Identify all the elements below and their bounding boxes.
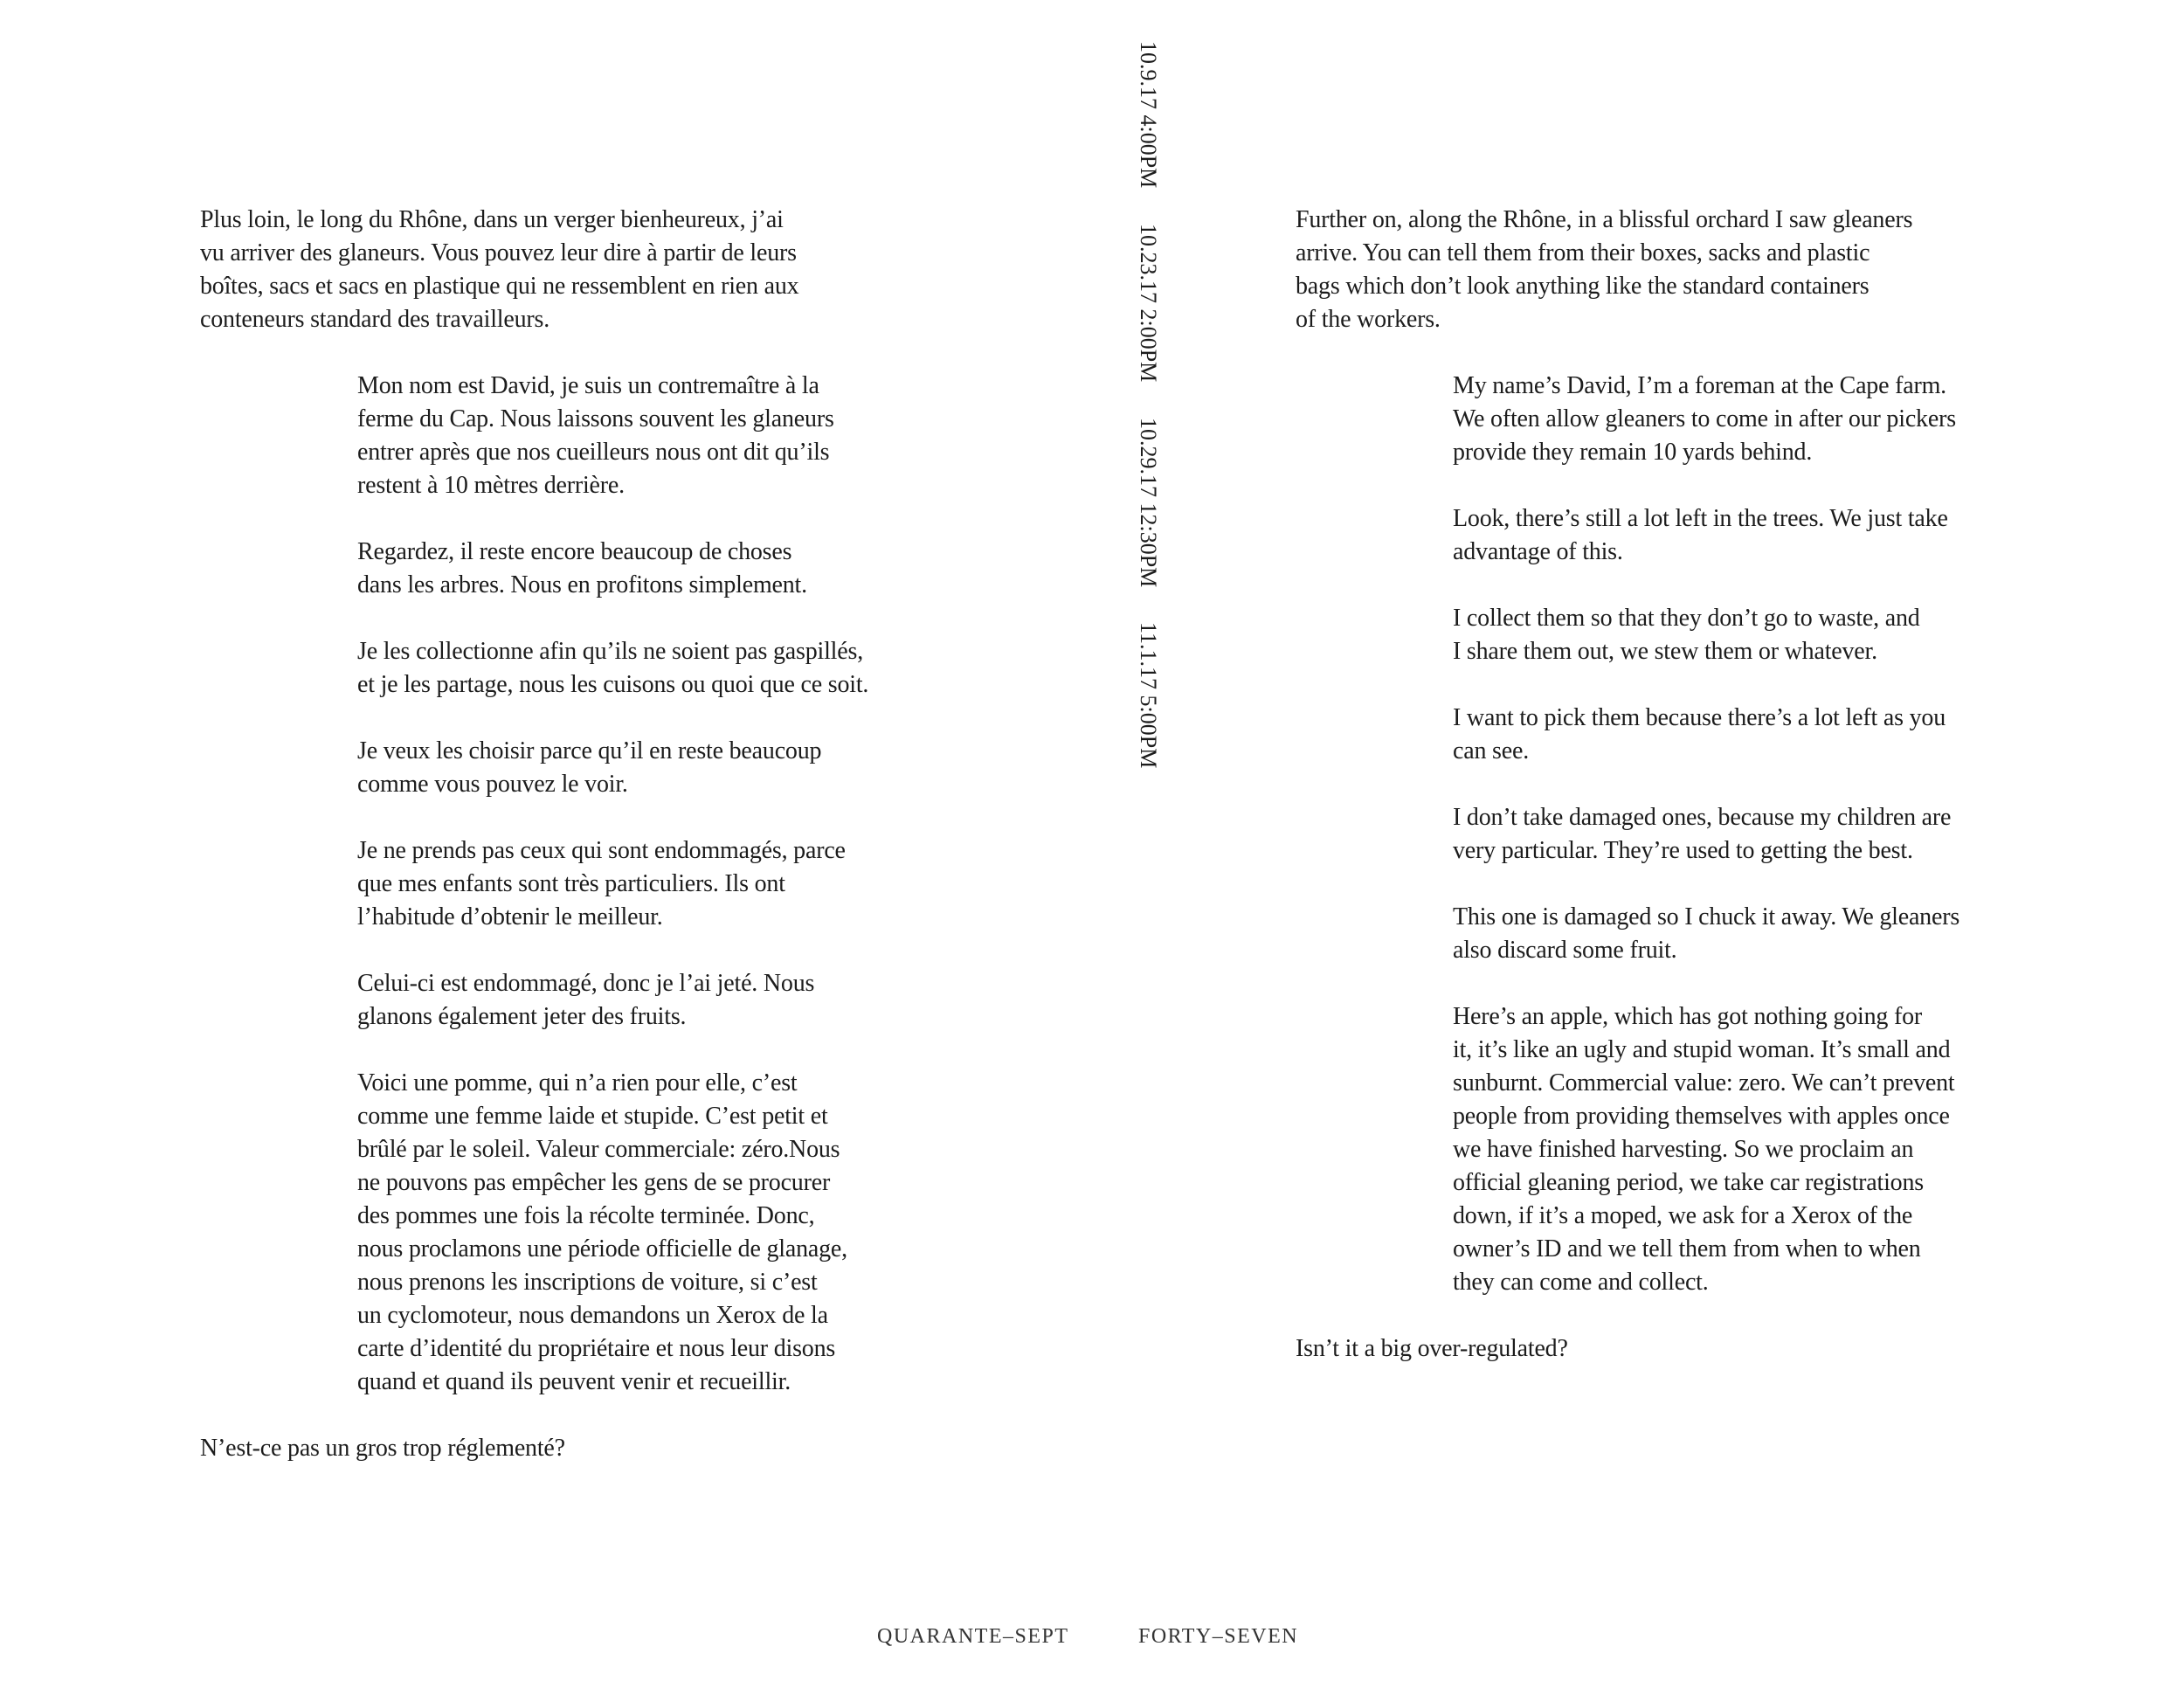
french-quote-paragraph: Regardez, il reste encore beaucoup de choses dans les arbres. Nous en profitons simplement. (357, 538, 807, 598)
french-quote-paragraph: Voici une pomme, qui n’a rien pour elle, c’est comme une femme laide et stupide. C’est petit et brûlé par le soleil. Valeur commerciale: zéro.Nous ne pouvons pas empêcher les gens de se procurer des pommes une fois la récolte terminée. Donc, nous proclamons une période officielle de glanage, nous prenons les inscriptions de voiture, si c’est un cyclomoteur, nous demandons un Xerox de la carte d’identité du propriétaire et nous leur disons quand et quand ils peuvent venir et recueillir. (357, 1069, 847, 1395)
french-quote-paragraph: Je les collectionne afin qu’ils ne soient pas gaspillés, et je les partage, nous les cuisons ou quoi que ce soit. (357, 638, 869, 698)
timestamp: 10.9.17 4:00PM (1136, 41, 1161, 189)
english-quote-paragraph: I want to pick them because there’s a lot left as you can see. (1453, 704, 1946, 764)
english-column (1296, 204, 2012, 1366)
english-quote-paragraph: Here’s an apple, which has got nothing going for it, it’s like an ugly and stupid woman. It’s small and sunburnt. Commercial value: zero. We can’t prevent people from providing themselves with apples once we have finished harvesting. So we proclaim an official gleaning period, we take car registrations down, if it’s a moped, we ask for a Xerox of the owner’s ID and we tell them from when to when they can come and collect. (1453, 1003, 1955, 1296)
english-closing-question: Isn’t it a big over-regulated? (1296, 1335, 1568, 1362)
timestamps-vertical (1136, 41, 1160, 769)
french-intro-paragraph: Plus loin, le long du Rhône, dans un verger bienheureux, j’ai vu arriver des glaneurs. Vous pouvez leur dire à partir de leurs boîtes, sacs et sacs en plastique qui ne ressemblent en rien aux conteneurs standard des travailleurs. (200, 206, 799, 333)
timestamp: 11.1.17 5:00PM (1136, 622, 1161, 769)
timestamp: 10.29.17 12:30PM (1136, 417, 1161, 587)
french-quote-paragraph: Mon nom est David, je suis un contremaître à la ferme du Cap. Nous laissons souvent les glaneurs entrer après que nos cueilleurs nous ont dit qu’ils restent à 10 mètres derrière. (357, 372, 834, 499)
page-number-english: FORTY–SEVEN (1138, 1625, 1299, 1648)
english-quote-paragraph: This one is damaged so I chuck it away. We gleaners also discard some fruit. (1453, 903, 1960, 964)
english-quote-paragraph: My name’s David, I’m a foreman at the Cape farm. We often allow gleaners to come in after our pickers provide they remain 10 yards behind. (1453, 372, 1956, 466)
french-quote-paragraph: Je ne prends pas ceux qui sont endommagés, parce que mes enfants sont très particuliers. Ils ont l’habitude d’obtenir le meilleur. (357, 837, 846, 930)
english-quote-block (1453, 370, 2012, 1299)
timestamp: 10.23.17 2:00PM (1136, 223, 1161, 383)
french-closing-question: N’est-ce pas un gros trop réglementé? (200, 1435, 565, 1462)
english-quote-paragraph: I collect them so that they don’t go to waste, and I share them out, we stew them or whatever. (1453, 605, 1920, 665)
french-quote-paragraph: Celui-ci est endommagé, donc je l’ai jeté. Nous glanons également jeter des fruits. (357, 970, 815, 1030)
french-column (200, 204, 916, 1465)
english-intro-paragraph: Further on, along the Rhône, in a blissful orchard I saw gleaners arrive. You can tell them from their boxes, sacks and plastic bags which don’t look anything like the standard containers of the workers. (1296, 206, 1913, 333)
french-quote-block (357, 370, 916, 1399)
english-quote-paragraph: Look, there’s still a lot left in the trees. We just take advantage of this. (1453, 505, 1948, 565)
english-quote-paragraph: I don’t take damaged ones, because my children are very particular. They’re used to getting the best. (1453, 804, 1952, 864)
french-quote-paragraph: Je veux les choisir parce qu’il en reste beaucoup comme vous pouvez le voir. (357, 737, 822, 798)
page-number-french: QUARANTE–SEPT (877, 1625, 1069, 1648)
